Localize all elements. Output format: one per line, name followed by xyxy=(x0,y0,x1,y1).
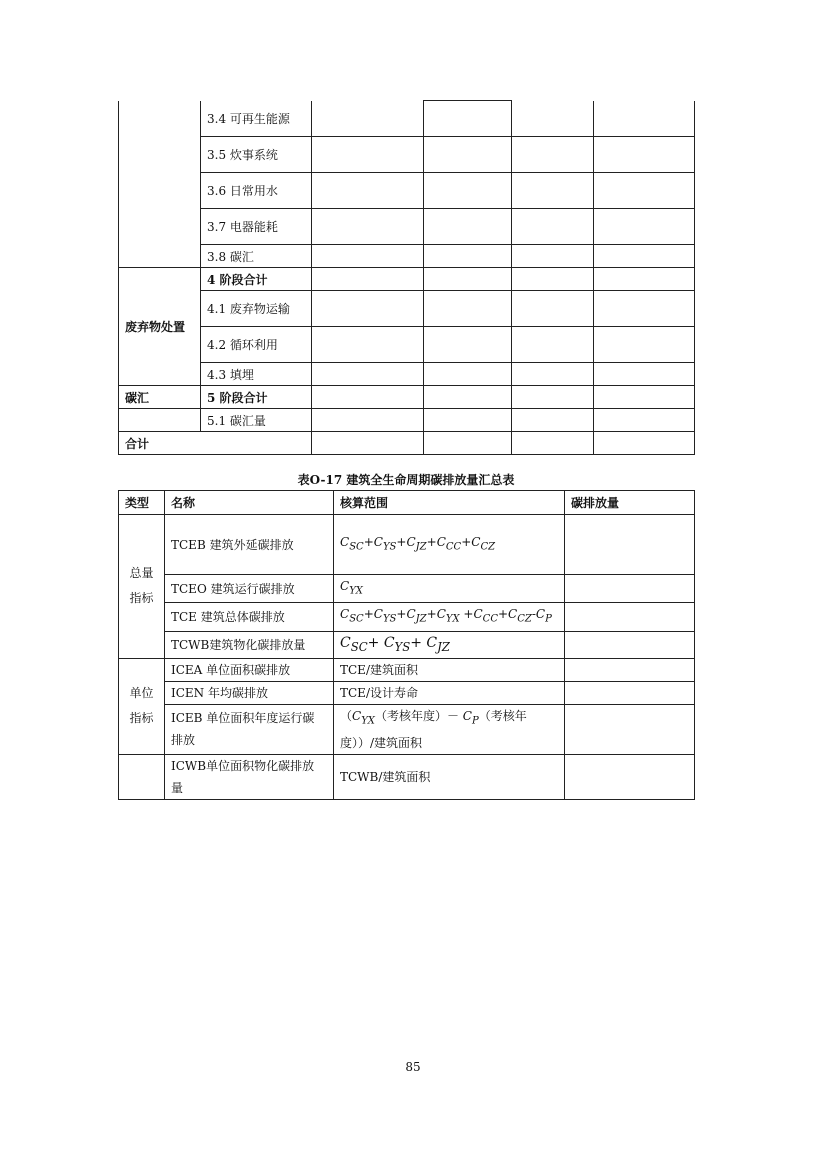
formula-variable: C xyxy=(373,607,383,622)
header-scope: 核算范围 xyxy=(334,491,565,515)
formula-subscript: CC xyxy=(445,541,462,553)
type-line: 指标 xyxy=(129,591,154,606)
formula-subscript: CC xyxy=(482,613,498,625)
table-row xyxy=(119,363,695,386)
formula-operator: + xyxy=(396,534,407,549)
formula-operator: + xyxy=(461,534,472,549)
formula-subscript: SC xyxy=(350,639,368,654)
name-cell: ICEB 单位面积年度运行碳 排放 xyxy=(165,704,334,754)
formula-operator: - xyxy=(531,607,536,622)
formula-variable: C xyxy=(426,634,438,651)
name-cell: TCE 建筑总体碳排放 xyxy=(165,603,334,631)
item-cell: 3.8 碳汇 xyxy=(201,245,312,268)
formula-cell xyxy=(334,515,565,575)
table-row xyxy=(119,704,695,754)
formula-subscript: YS xyxy=(382,541,397,553)
formula-subscript: P xyxy=(545,613,552,625)
table-row xyxy=(119,386,695,409)
formula-subscript: YX xyxy=(349,585,363,597)
scope-cell: （$C_{YX}$（考核年度）－ $C_P$（考核年 度））/建筑面积 xyxy=(334,704,565,754)
formula-variable: C xyxy=(436,534,446,549)
formula-variable: C xyxy=(436,607,446,622)
name-cell: ICEN 年均碳排放 xyxy=(165,681,334,704)
formula-variable: C xyxy=(340,579,350,593)
item-cell: 4 阶段合计 xyxy=(201,268,312,291)
name-cell: ICWB单位面积物化碳排放 量 xyxy=(165,754,334,799)
formula-operator: + xyxy=(459,607,474,622)
table-row xyxy=(119,137,695,173)
table-row xyxy=(119,658,695,681)
formula-variable: C xyxy=(508,607,518,622)
item-cell: 3.4 可再生能源 xyxy=(201,101,312,137)
formula-operator: + xyxy=(396,607,407,622)
header-type: 类型 xyxy=(119,491,165,515)
formula-subscript: CZ xyxy=(517,613,532,625)
header-row xyxy=(119,491,695,515)
table-row xyxy=(119,101,695,137)
formula-variable: C xyxy=(340,534,350,549)
formula-cell xyxy=(334,603,565,631)
formula-subscript: JZ xyxy=(415,613,427,625)
name-cell: TCWB建筑物化碳排放量 xyxy=(165,631,334,658)
item-cell: 3.6 日常用水 xyxy=(201,173,312,209)
formula-subscript: CZ xyxy=(480,541,496,553)
type-total-cell xyxy=(119,515,165,659)
table-row xyxy=(119,681,695,704)
table-row xyxy=(119,603,695,631)
header-emission: 碳排放量 xyxy=(565,491,695,515)
formula-variable: C xyxy=(471,534,481,549)
table-row xyxy=(119,754,695,799)
stage-group-label: 废弃物处置 xyxy=(119,268,201,386)
table-row xyxy=(119,245,695,268)
total-label: 合计 xyxy=(119,432,312,455)
formula-subscript: SC xyxy=(349,613,364,625)
stage-emission-table xyxy=(118,100,695,455)
formula-variable: C xyxy=(340,634,351,651)
formula-subscript: JZ xyxy=(437,639,450,654)
header-name: 名称 xyxy=(165,491,334,515)
formula-subscript: YS xyxy=(382,613,397,625)
table-row xyxy=(119,409,695,432)
item-cell: 5 阶段合计 xyxy=(201,386,312,409)
formula-operator: + xyxy=(367,634,384,651)
item-cell: 3.7 电器能耗 xyxy=(201,209,312,245)
type-line: 单位 xyxy=(129,686,154,701)
formula-operator: + xyxy=(426,607,437,622)
item-cell: 3.5 炊事系统 xyxy=(201,137,312,173)
name-cell: TCEB 建筑外延碳排放 xyxy=(165,515,334,575)
formula-variable: C xyxy=(406,607,416,622)
total-row xyxy=(119,432,695,455)
type-line: 总量 xyxy=(129,566,154,581)
formula-subscript: YS xyxy=(394,639,411,654)
table-row xyxy=(119,209,695,245)
stage-group-cell xyxy=(119,101,201,268)
formula-variable: C xyxy=(535,607,546,622)
formula-cell xyxy=(334,631,565,658)
item-cell: 5.1 碳汇量 xyxy=(201,409,312,432)
item-cell: 4.2 循环利用 xyxy=(201,327,312,363)
formula-operator: + xyxy=(426,534,437,549)
formula-variable: C xyxy=(473,607,483,622)
table-row xyxy=(119,515,695,575)
formula-variable: C xyxy=(340,607,350,622)
formula-operator: + xyxy=(497,607,509,622)
scope-cell: TCE/建筑面积 xyxy=(334,658,565,681)
scope-cell: TCE/设计寿命 xyxy=(334,681,565,704)
formula-variable: C xyxy=(373,534,383,549)
formula-variable: C xyxy=(383,634,395,651)
formula-operator: + xyxy=(363,534,374,549)
table-row xyxy=(119,268,695,291)
table-row xyxy=(119,327,695,363)
name-cell: TCEO 建筑运行碳排放 xyxy=(165,575,334,603)
stage-group-label: 碳汇 xyxy=(119,386,201,409)
formula-subscript: SC xyxy=(349,541,364,553)
scope-cell: TCWB/建筑面积 xyxy=(334,754,565,799)
lifecycle-summary-table xyxy=(118,490,695,800)
table-row xyxy=(119,631,695,658)
page-number: 85 xyxy=(405,1060,421,1074)
formula-operator: + xyxy=(363,607,374,622)
table-row xyxy=(119,291,695,327)
name-cell: ICEA 单位面积碳排放 xyxy=(165,658,334,681)
formula-subscript: YX xyxy=(445,613,460,625)
formula-variable: C xyxy=(406,534,416,549)
table-caption: 表O-17 建筑全生命周期碳排放量汇总表 xyxy=(297,473,515,487)
formula-subscript: JZ xyxy=(415,541,427,553)
formula-operator: + xyxy=(410,634,427,651)
item-cell: 4.3 填埋 xyxy=(201,363,312,386)
type-line: 指标 xyxy=(129,711,154,726)
table-row xyxy=(119,173,695,209)
type-unit-cell xyxy=(119,658,165,754)
item-cell: 4.1 废弃物运输 xyxy=(201,291,312,327)
formula-cell xyxy=(334,575,565,603)
table-row xyxy=(119,575,695,603)
